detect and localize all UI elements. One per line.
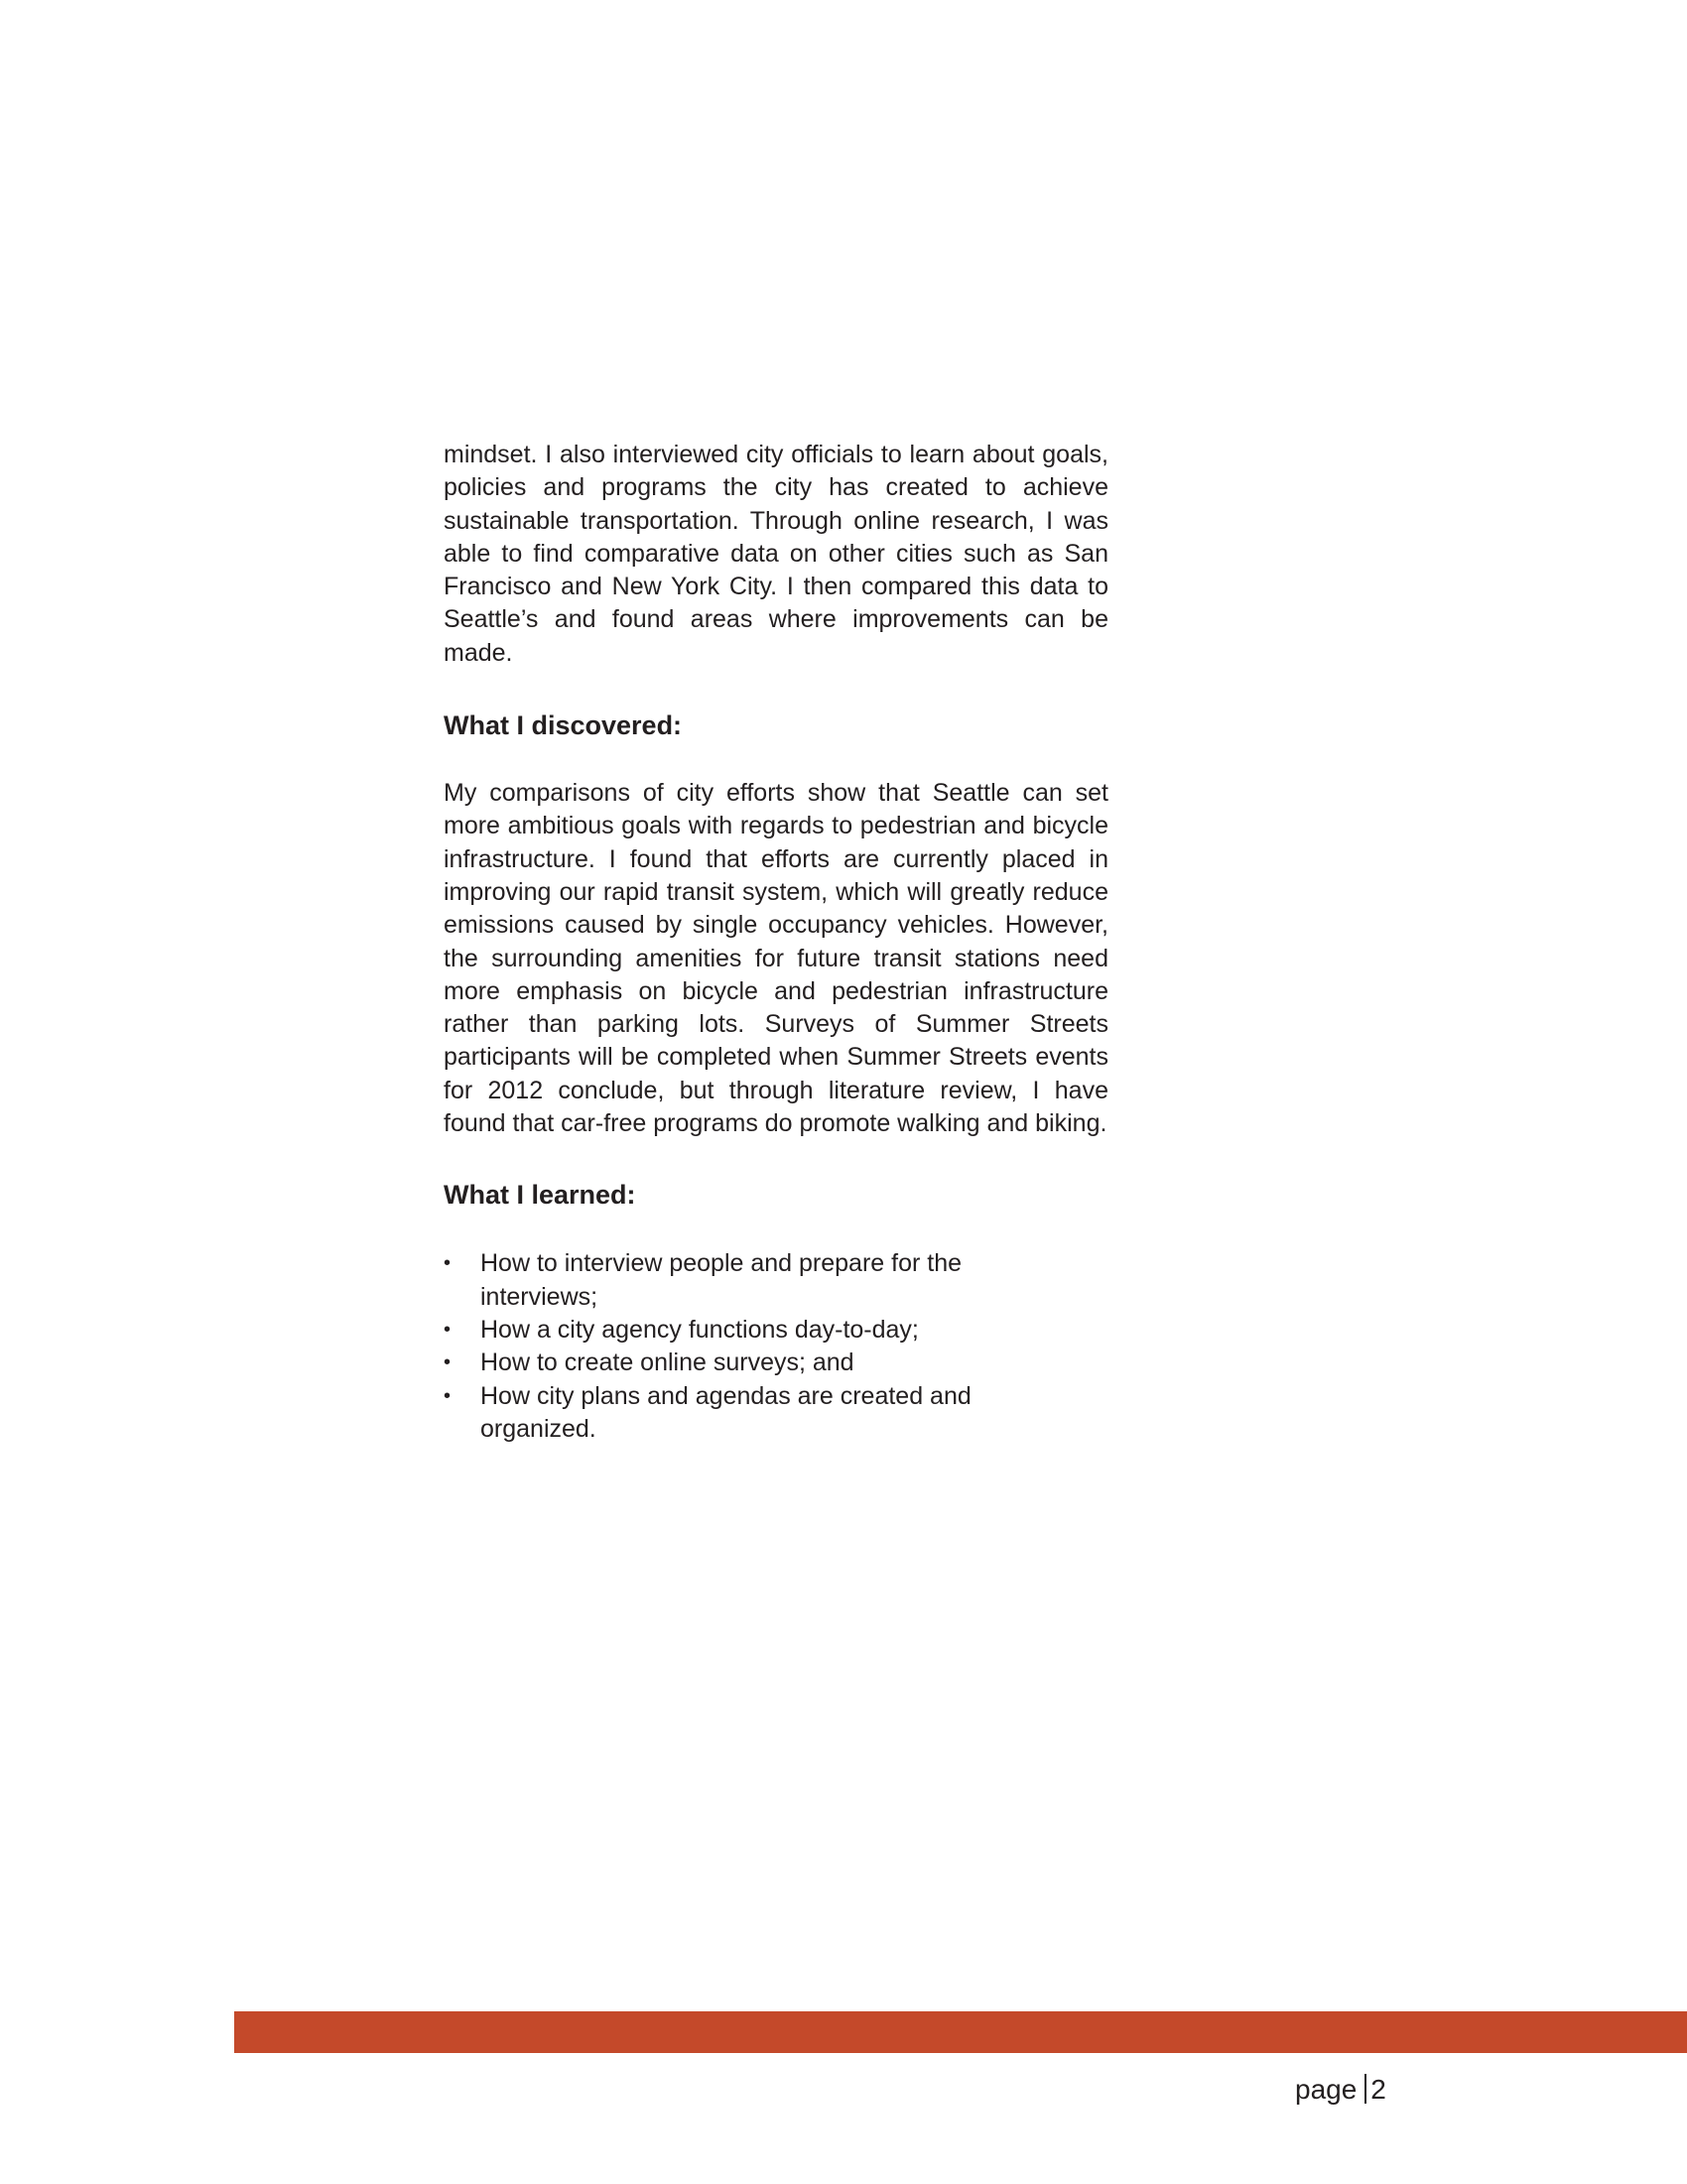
intro-paragraph: mindset. I also interviewed city officials to learn about goals, policies and programs the city has created to achieve sustainable transportation. Through online research, I was able to find comparative data on other cities such as San Francisco and New York City. I then compared this data to Seattle’s and found areas where improvements can be made. (444, 441, 1108, 667)
page-separator (1364, 2074, 1366, 2104)
list-item-text: How to create online surveys; and (480, 1349, 854, 1377)
learned-list (444, 1247, 999, 1446)
list-item-text: How to interview people and prepare for the interviews; (480, 1249, 963, 1311)
footer-accent-bar (234, 2011, 1687, 2053)
list-item (444, 1247, 999, 1314)
bullet-icon: • (444, 1351, 452, 1374)
page-number: 2 (1370, 2074, 1386, 2105)
bullet-icon: • (444, 1252, 452, 1275)
bullet-icon: • (444, 1384, 452, 1407)
list-item (444, 1314, 999, 1347)
main-text-column (444, 439, 1108, 1446)
page-number-label (1295, 2072, 1386, 2108)
section-heading-learned: What I learned: (444, 1180, 636, 1211)
list-item-text: How city plans and agendas are created and organized. (480, 1381, 972, 1443)
list-item (444, 1347, 999, 1379)
section-heading-discovered: What I discovered: (444, 710, 683, 741)
bullet-icon: • (444, 1318, 452, 1341)
list-item (444, 1380, 999, 1447)
list-item-text: How a city agency functions day-to-day; (480, 1315, 919, 1344)
page-word: page (1295, 2074, 1358, 2105)
discovered-paragraph: My comparisons of city efforts show that Seattle can set more ambitious goals with regards to pedestrian and bicycle infrastructure. I found that efforts are currently placed in improving our rapid transit system, which will greatly reduce emissions caused by single occupancy vehicles. However, the surrounding amenities for future transit stations need more emphasis on bicycle and pedestrian infrastructure rather than parking lots. Surveys of Summer Streets participants will be completed when Summer Streets events for 2012 conclude, but through literature review, I have found that car-free programs do promote walking and biking. (444, 779, 1108, 1138)
